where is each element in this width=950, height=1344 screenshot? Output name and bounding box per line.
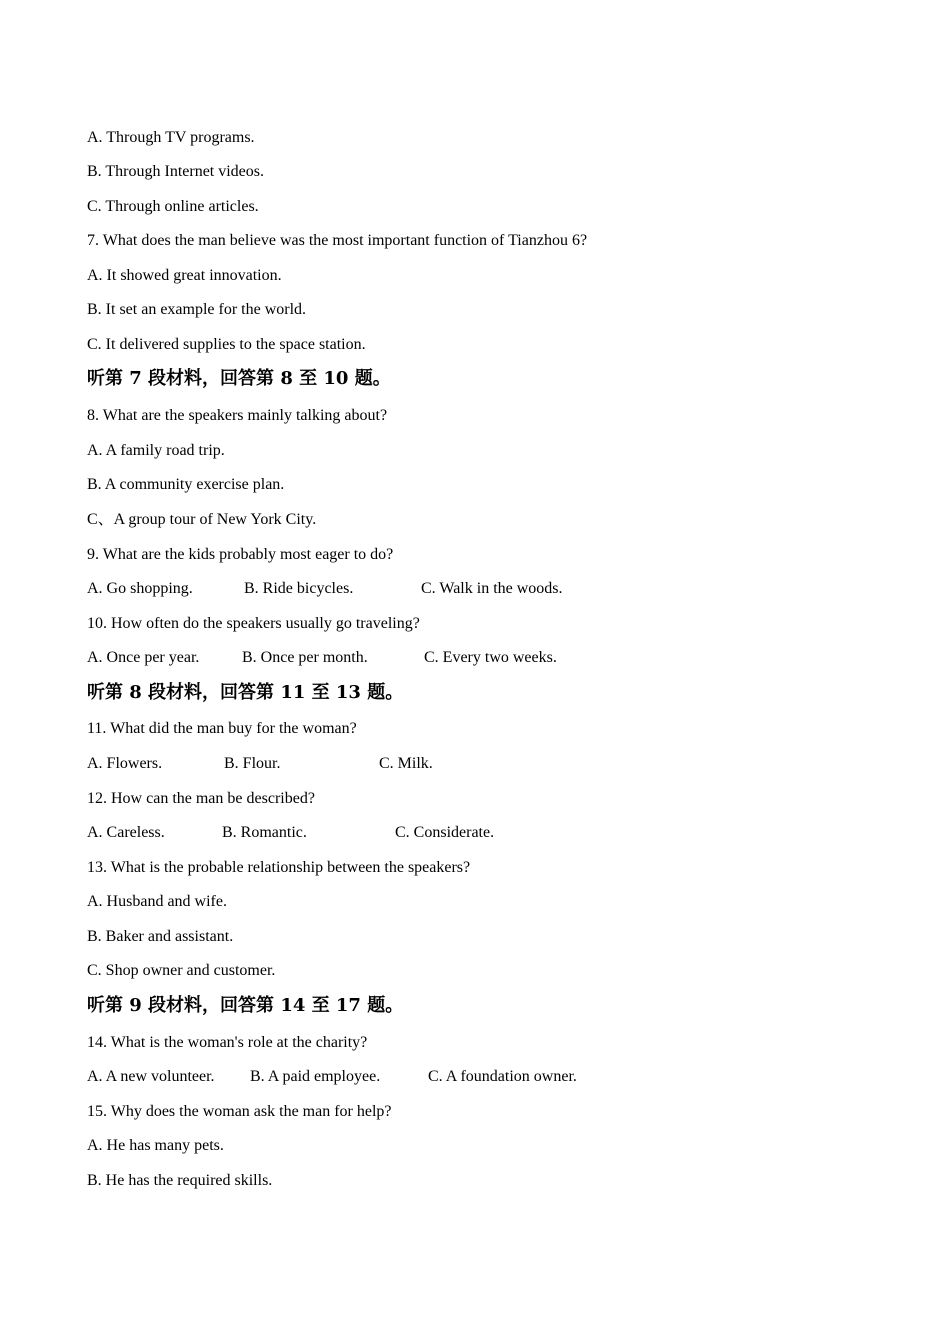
line-5: B. It set an example for the world. — [87, 301, 307, 318]
line-2: C. Through online articles. — [87, 198, 259, 215]
option-a: A. Go shopping. — [87, 580, 193, 597]
options-row-11 — [87, 754, 787, 774]
option-a: A. Flowers. — [87, 755, 163, 772]
line-0: A. Through TV programs. — [87, 129, 255, 146]
option-c: C. Every two weeks. — [424, 649, 557, 666]
question-12: 12. How can the man be described? — [87, 790, 315, 807]
line-10: B. A community exercise plan. — [87, 476, 285, 493]
option-b: B. Flour. — [224, 755, 281, 772]
options-row-9 — [87, 579, 787, 599]
options-row-12 — [87, 823, 787, 843]
section-heading-9: 听第 9 段材料，回答第 14 至 17 题。 — [87, 995, 404, 1016]
option-b: B. Romantic. — [222, 824, 307, 841]
option-b: B. A paid employee. — [250, 1068, 381, 1085]
question-15: 15. Why does the woman ask the man for help? — [87, 1103, 392, 1120]
option-c: C. Milk. — [379, 755, 433, 772]
line-1: B. Through Internet videos. — [87, 163, 265, 180]
question-10: 10. How often do the speakers usually go traveling? — [87, 615, 420, 632]
line-9: A. A family road trip. — [87, 442, 225, 459]
line-11: C、A group tour of New York City. — [87, 511, 317, 528]
line-6: C. It delivered supplies to the space station. — [87, 336, 366, 353]
question-11: 11. What did the man buy for the woman? — [87, 720, 357, 737]
line-23: B. Baker and assistant. — [87, 928, 234, 945]
line-30: B. He has the required skills. — [87, 1172, 273, 1189]
question-13: 13. What is the probable relationship between the speakers? — [87, 859, 471, 876]
question-14: 14. What is the woman's role at the charity? — [87, 1034, 368, 1051]
line-24: C. Shop owner and customer. — [87, 962, 276, 979]
line-22: A. Husband and wife. — [87, 893, 227, 910]
question-9: 9. What are the kids probably most eager to do? — [87, 546, 394, 563]
options-row-10 — [87, 648, 787, 668]
line-29: A. He has many pets. — [87, 1137, 224, 1154]
option-b: B. Ride bicycles. — [244, 580, 354, 597]
section-heading-8: 听第 8 段材料，回答第 11 至 13 题。 — [87, 682, 404, 703]
option-c: C. Considerate. — [395, 824, 495, 841]
option-b: B. Once per month. — [242, 649, 368, 666]
line-4: A. It showed great innovation. — [87, 267, 282, 284]
option-c: C. A foundation owner. — [428, 1068, 577, 1085]
options-row-14 — [87, 1067, 787, 1087]
question-7: 7. What does the man believe was the most important function of Tianzhou 6? — [87, 232, 588, 249]
option-a: A. Once per year. — [87, 649, 200, 666]
option-c: C. Walk in the woods. — [421, 580, 563, 597]
section-heading-7: 听第 7 段材料，回答第 8 至 10 题。 — [87, 368, 391, 389]
question-8: 8. What are the speakers mainly talking about? — [87, 407, 388, 424]
option-a: A. Careless. — [87, 824, 165, 841]
option-a: A. A new volunteer. — [87, 1068, 215, 1085]
